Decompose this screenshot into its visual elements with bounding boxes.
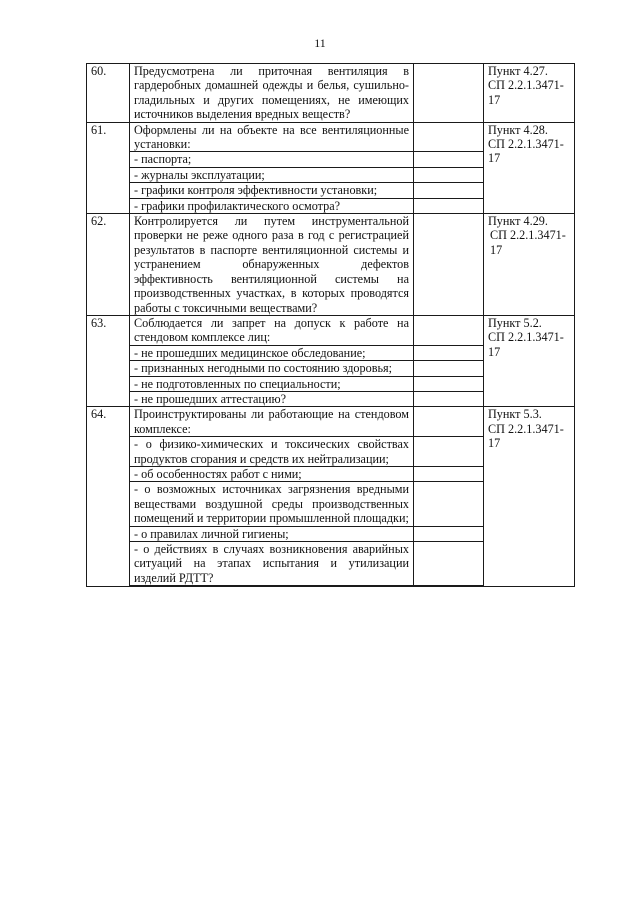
reference-clause: Пункт 5.2. xyxy=(488,315,542,330)
question-text: Контролируется ли путем инструментальной проверки не реже одного раза в год с регистрацией результатов в паспорте вентиляционной системы и устранением обнаруженных дефектов эффективность вентиляционной системы на производственных участках, в которых проводятся работы с токсичными веществами? xyxy=(130,214,414,316)
answer-cell[interactable] xyxy=(414,152,484,167)
checklist-table xyxy=(86,63,575,587)
sub-item-text: - графики профилактического осмотра? xyxy=(130,198,414,213)
sub-item-text: - о правилах личной гигиены; xyxy=(130,526,414,541)
reference-clause: Пункт 4.28. xyxy=(488,122,548,137)
answer-cell[interactable] xyxy=(414,345,484,360)
table-row-61 xyxy=(87,122,575,152)
row-number: 62. xyxy=(87,214,130,316)
answer-cell[interactable] xyxy=(414,391,484,406)
empty-cell xyxy=(130,586,414,587)
page-number: 11 xyxy=(314,36,326,50)
reference-cell xyxy=(484,122,575,213)
row-number: 61. xyxy=(87,122,130,213)
answer-cell[interactable] xyxy=(414,586,484,587)
answer-cell[interactable] xyxy=(414,183,484,198)
reference-code: СП 2.2.1.3471-17 xyxy=(488,78,564,107)
reference-cell xyxy=(484,64,575,123)
row-number: 64. xyxy=(87,407,130,587)
table-row-60 xyxy=(87,64,575,123)
answer-cell[interactable] xyxy=(414,167,484,182)
answer-cell[interactable] xyxy=(414,526,484,541)
answer-cell[interactable] xyxy=(414,437,484,467)
sub-item-text: - журналы эксплуатации; xyxy=(130,167,414,182)
answer-cell[interactable] xyxy=(414,198,484,213)
reference-code: СП 2.2.1.3471-17 xyxy=(488,330,564,359)
reference-code: СП 2.2.1.3471-17 xyxy=(488,137,564,166)
question-text: Оформлены ли на объекте на все вентиляционные установки: xyxy=(130,122,414,152)
answer-cell[interactable] xyxy=(414,482,484,526)
reference-clause: Пункт 4.29. xyxy=(488,214,548,229)
sub-item-text: - о физико-химических и токсических свойствах продуктов сгорания и средств их нейтрализации; xyxy=(130,437,414,467)
answer-cell[interactable] xyxy=(414,64,484,123)
sub-item-text: - о возможных источниках загрязнения вредными веществами воздушной среды производственных помещений и территории промышленной площадки; xyxy=(130,482,414,526)
answer-cell[interactable] xyxy=(414,315,484,345)
answer-cell[interactable] xyxy=(414,361,484,376)
row-number: 63. xyxy=(87,315,130,406)
answer-cell[interactable] xyxy=(414,542,484,586)
reference-cell xyxy=(484,315,575,406)
sub-item-text: - не подготовленных по специальности; xyxy=(130,376,414,391)
reference-cell xyxy=(484,407,575,587)
question-text: Предусмотрена ли приточная вентиляция в гардеробных домашней одежды и белья, сушильно-гладильных и других помещениях, не имеющих источников выделения вредных веществ? xyxy=(130,64,414,123)
row-number: 60. xyxy=(87,64,130,123)
sub-item-text: - об особенностях работ с ними; xyxy=(130,466,414,481)
table-row-64 xyxy=(87,407,575,437)
table-row-63 xyxy=(87,315,575,345)
table-row-62 xyxy=(87,214,575,316)
sub-item-text: - не прошедших аттестацию? xyxy=(130,391,414,406)
sub-item-text: - паспорта; xyxy=(130,152,414,167)
question-text: Проинструктированы ли работающие на стендовом комплексе: xyxy=(130,407,414,437)
reference-cell xyxy=(484,214,575,316)
answer-cell[interactable] xyxy=(414,214,484,316)
answer-cell[interactable] xyxy=(414,407,484,437)
sub-item-text: - не прошедших медицинское обследование; xyxy=(130,345,414,360)
sub-item-text: - о действиях в случаях возникновения аварийных ситуаций на этапах испытания и утилизации изделий РДТТ? xyxy=(130,542,414,586)
reference-code: СП 2.2.1.3471-17 xyxy=(488,421,564,451)
reference-code: СП 2.2.1.3471-17 xyxy=(490,228,566,257)
question-text: Соблюдается ли запрет на допуск к работе на стендовом комплексе лиц: xyxy=(130,315,414,345)
answer-cell[interactable] xyxy=(414,466,484,481)
sub-item-text: - признанных негодными по состоянию здоровья; xyxy=(130,361,414,376)
answer-cell[interactable] xyxy=(414,122,484,152)
reference-clause: Пункт 4.27. xyxy=(488,64,548,78)
sub-item-text: - графики контроля эффективности установки; xyxy=(130,183,414,198)
reference-clause: Пункт 5.3. xyxy=(488,407,542,422)
answer-cell[interactable] xyxy=(414,376,484,391)
